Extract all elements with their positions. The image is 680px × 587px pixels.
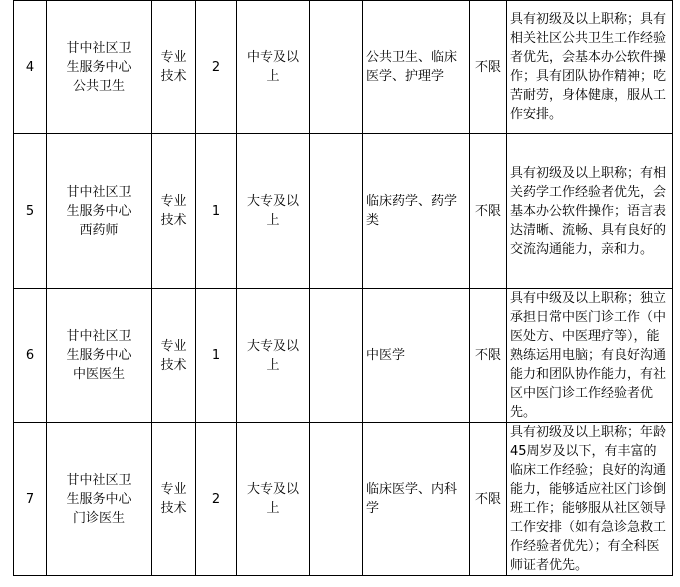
unit-cell: 甘中社区卫生服务中心中医医生 [47,289,152,423]
row-number: 7 [14,423,47,576]
count-cell: 2 [196,423,237,576]
category-cell: 专业技术 [152,289,196,423]
requirements-cell: 具有初级及以上职称；具有相关社区公共卫生工作经验者优先，会基本办公软件操作；具有团队协作精神；吃苦耐劳，身体健康，服从工作安排。 [507,1,673,134]
count-cell: 1 [196,289,237,423]
education-cell: 大专及以上 [237,134,310,289]
row-number: 6 [14,289,47,423]
requirements-cell: 具有中级及以上职称；独立承担日常中医门诊工作（中医处方、中医理疗等），能熟练运用电脑；有良好沟通能力和团队协作能力，有社区中医门诊工作经验者优先。 [507,289,673,423]
job-table [13,0,673,576]
category-cell: 专业技术 [152,134,196,289]
major-cell: 临床医学、内科学 [363,423,470,576]
blank-cell [310,1,363,134]
major-cell: 公共卫生、临床医学、护理学 [363,1,470,134]
major-cell: 中医学 [363,289,470,423]
table-row [14,423,673,576]
education-cell: 大专及以上 [237,289,310,423]
category-cell: 专业技术 [152,1,196,134]
count-cell: 1 [196,134,237,289]
table-row [14,1,673,134]
limit-cell: 不限 [470,289,507,423]
blank-cell [310,423,363,576]
count-cell: 2 [196,1,237,134]
education-cell: 大专及以上 [237,423,310,576]
major-cell: 临床药学、药学类 [363,134,470,289]
education-cell: 中专及以上 [237,1,310,134]
unit-cell: 甘中社区卫生服务中心公共卫生 [47,1,152,134]
unit-cell: 甘中社区卫生服务中心门诊医生 [47,423,152,576]
limit-cell: 不限 [470,1,507,134]
row-number: 5 [14,134,47,289]
table-row [14,134,673,289]
unit-cell: 甘中社区卫生服务中心西药师 [47,134,152,289]
blank-cell [310,289,363,423]
limit-cell: 不限 [470,423,507,576]
table-row [14,289,673,423]
limit-cell: 不限 [470,134,507,289]
blank-cell [310,134,363,289]
requirements-cell: 具有初级及以上职称；有相关药学工作经验者优先，会基本办公软件操作；语言表达清晰、流畅、具有良好的交流沟通能力，亲和力。 [507,134,673,289]
requirements-cell: 具有初级及以上职称；年龄45周岁及以下，有丰富的临床工作经验；良好的沟通能力，能够适应社区门诊倒班工作；能够服从社区领导工作安排（如有急诊急救工作经验者优先）；有全科医师证者优先。 [507,423,673,576]
category-cell: 专业技术 [152,423,196,576]
row-number: 4 [14,1,47,134]
